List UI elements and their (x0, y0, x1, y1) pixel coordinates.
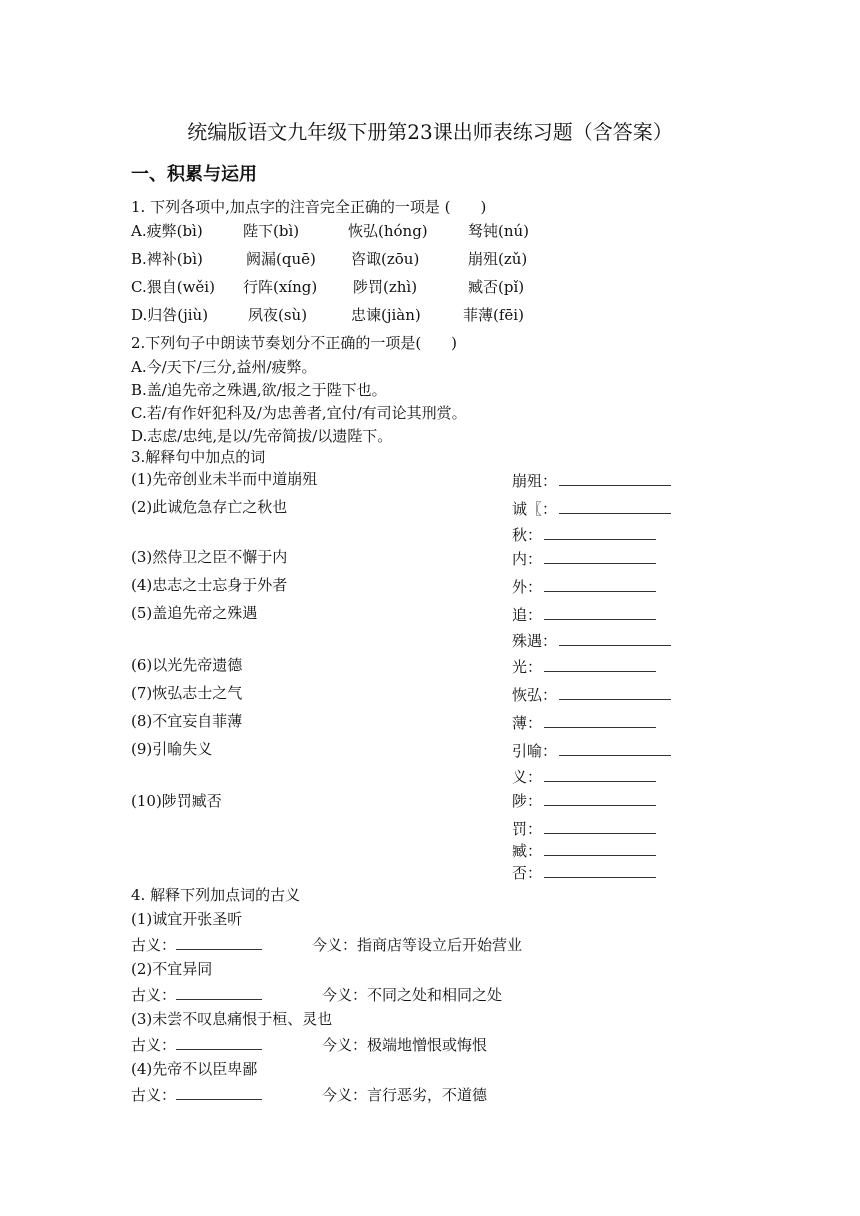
answer-blank[interactable]: 外： (512, 576, 656, 597)
q4-item-2: (2)不宜异同 (131, 960, 213, 978)
q4-gu-3[interactable]: 古义： (131, 1034, 262, 1055)
q3-item-10: (10)陟罚臧否 (131, 792, 222, 810)
blank-line[interactable] (544, 863, 656, 878)
q2-option-c: C.若/有作奸犯科及/为忠善者,宜付/有司论其刑赏。 (131, 404, 467, 422)
q4-gu-2[interactable]: 古义： (131, 984, 262, 1005)
q4-jin-2: 今义：不同之处和相同之处 (322, 986, 503, 1004)
blank-line[interactable] (544, 577, 656, 592)
q1-option-d: D.归咎(jiù) 夙夜(sù) 忠谏(jiàn) 菲薄(fēi) (131, 306, 524, 324)
answer-blank[interactable]: 追： (512, 604, 656, 625)
q4-item-4: (4)先帝不以臣卑鄙 (131, 1060, 258, 1078)
blank-line[interactable] (544, 767, 656, 782)
answer-blank[interactable]: 崩殂： (512, 470, 671, 491)
q3-item-3: (3)然侍卫之臣不懈于内 (131, 548, 288, 566)
q1-option-a: A.疲弊(bì) 陛下(bì) 恢弘(hóng) 驽钝(nú) (131, 222, 530, 240)
q3-item-5: (5)盖追先帝之殊遇 (131, 604, 258, 622)
blank-line[interactable] (559, 631, 671, 646)
blank-line[interactable] (559, 685, 671, 700)
q2-option-d: D.志虑/忠纯,是以/先帝简拔/以遗陛下。 (131, 427, 393, 445)
q1-option-b: B.裨补(bì) 阙漏(quē) 咨诹(zōu) 崩殂(zǔ) (131, 250, 528, 268)
answer-blank[interactable]: 薄： (512, 712, 656, 733)
q3-item-4: (4)忠志之士忘身于外者 (131, 576, 288, 594)
blank-line[interactable] (544, 791, 656, 806)
answer-blank[interactable]: 光： (512, 656, 656, 677)
q3-item-1: (1)先帝创业未半而中道崩殂 (131, 470, 318, 488)
blank-line[interactable] (559, 499, 671, 514)
blank-line[interactable] (544, 605, 656, 620)
answer-blank[interactable]: 殊遇： (512, 630, 671, 651)
blank-line[interactable] (559, 741, 671, 756)
answer-blank[interactable]: 否： (512, 862, 656, 883)
blank-line[interactable] (544, 713, 656, 728)
blank-line[interactable] (544, 549, 656, 564)
answer-blank[interactable]: 臧： (512, 840, 656, 861)
q2-option-a: A.今/天下/三分,益州/疲弊。 (131, 358, 317, 376)
q3-item-2: (2)此诚危急存亡之秋也 (131, 498, 288, 516)
q3-stem: 3.解释句中加点的词 (131, 448, 266, 466)
q3-item-7: (7)恢弘志士之气 (131, 684, 243, 702)
answer-blank[interactable]: 罚： (512, 818, 656, 839)
answer-blank[interactable]: 陟： (512, 790, 656, 811)
q2-option-b: B.盖/追先帝之殊遇,欲/报之于陛下也。 (131, 381, 387, 399)
q4-stem: 4. 解释下列加点词的古义 (131, 886, 301, 904)
blank-line[interactable] (544, 525, 656, 540)
section-heading: 一、积累与运用 (131, 164, 257, 185)
q4-item-1: (1)诚宜开张圣听 (131, 910, 243, 928)
document-title: 统编版语文九年级下册第23课出师表练习题（含答案） (187, 120, 673, 144)
q3-item-8: (8)不宜妄自菲薄 (131, 712, 243, 730)
q4-jin-1: 今义：指商店等设立后开始营业 (312, 936, 523, 954)
blank-line[interactable] (176, 1035, 262, 1050)
answer-blank[interactable]: 内： (512, 548, 656, 569)
blank-line[interactable] (559, 471, 671, 486)
blank-line[interactable] (176, 985, 262, 1000)
answer-blank[interactable]: 引喻： (512, 740, 671, 761)
blank-line[interactable] (544, 819, 656, 834)
q4-gu-4[interactable]: 古义： (131, 1084, 262, 1105)
q1-option-c: C.猥自(wěi) 行阵(xíng) 陟罚(zhì) 臧否(pǐ) (131, 278, 525, 296)
blank-line[interactable] (544, 657, 656, 672)
q2-stem: 2.下列句子中朗读节奏划分不正确的一项是( ) (131, 334, 458, 352)
answer-blank[interactable]: 义： (512, 766, 656, 787)
answer-blank[interactable]: 秋： (512, 524, 656, 545)
q4-jin-3: 今义：极端地憎恨或悔恨 (322, 1036, 488, 1054)
q3-item-9: (9)引喻失义 (131, 740, 213, 758)
q4-jin-4: 今义：言行恶劣，不道德 (322, 1086, 488, 1104)
q1-stem: 1. 下列各项中,加点字的注音完全正确的一项是 ( ) (131, 198, 487, 216)
blank-line[interactable] (176, 935, 262, 950)
blank-line[interactable] (544, 841, 656, 856)
answer-blank[interactable]: 诚〖： (512, 498, 671, 519)
q3-item-6: (6)以光先帝遗德 (131, 656, 243, 674)
answer-blank[interactable]: 恢弘： (512, 684, 671, 705)
blank-line[interactable] (176, 1085, 262, 1100)
q4-gu-1[interactable]: 古义： (131, 934, 262, 955)
q4-item-3: (3)未尝不叹息痛恨于桓、灵也 (131, 1010, 333, 1028)
